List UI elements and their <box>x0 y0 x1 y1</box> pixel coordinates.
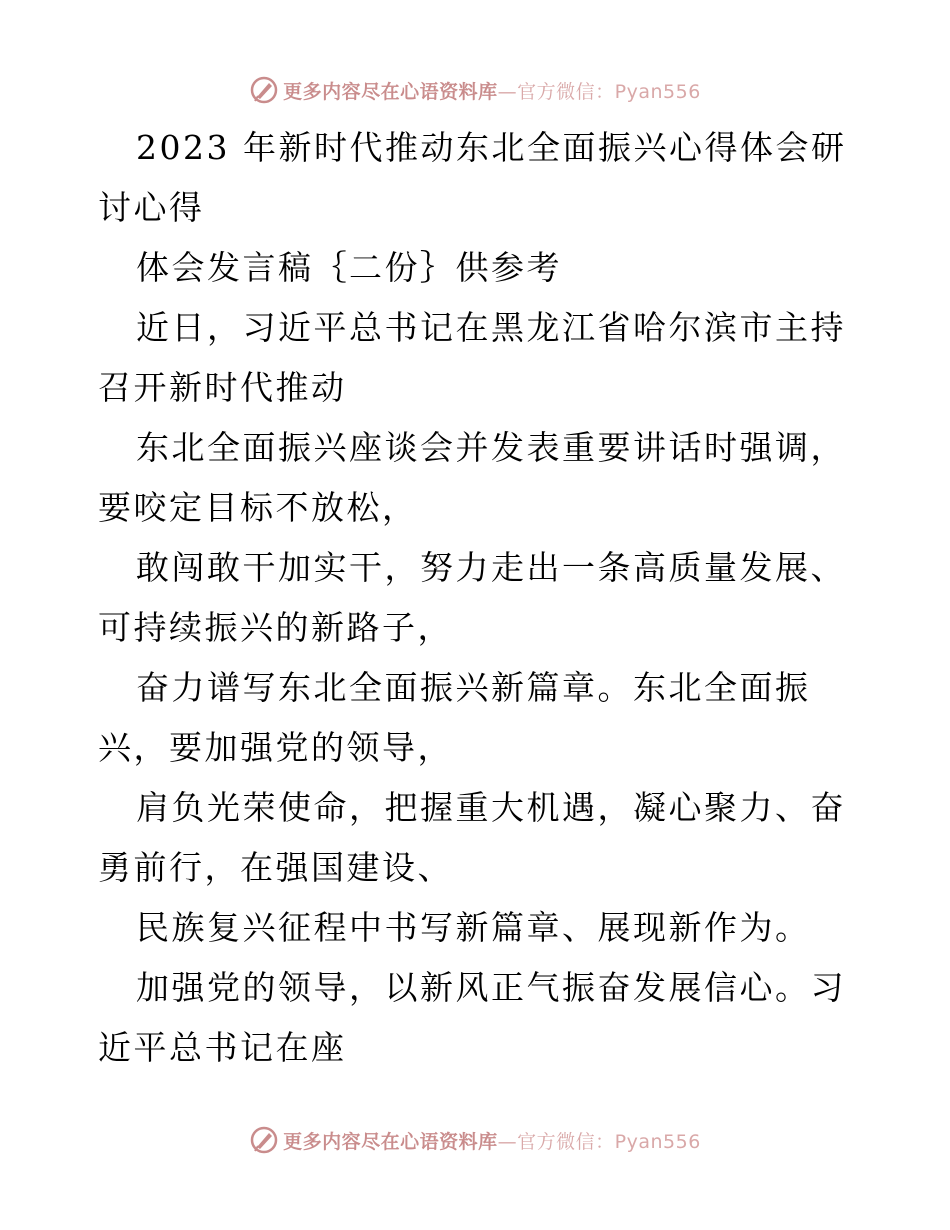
document-paragraph: 敢闯敢干加实干，努力走出一条高质量发展、可持续振兴的新路子， <box>98 548 846 647</box>
watermark-rest-text: —官方微信：Pyan556 <box>497 1130 701 1153</box>
document-paragraph: 肩负光荣使命，把握重大机遇，凝心聚力、奋勇前行，在强国建设、 <box>98 788 846 887</box>
document-body <box>98 118 858 1078</box>
document-paragraph: 近日，习近平总书记在黑龙江省哈尔滨市主持召开新时代推动 <box>98 308 846 407</box>
document-paragraph: 加强党的领导，以新风正气振奋发展信心。习近平总书记在座 <box>98 968 846 1067</box>
watermark-strong-text: 更多内容尽在心语资料库 <box>283 80 498 103</box>
watermark-strong-text: 更多内容尽在心语资料库 <box>283 1130 498 1153</box>
watermark-rest-text: —官方微信：Pyan556 <box>497 80 701 103</box>
quill-logo-icon <box>249 75 279 105</box>
document-paragraph: 民族复兴征程中书写新篇章、展现新作为。 <box>136 908 811 947</box>
header-watermark <box>0 70 950 110</box>
quill-logo-icon <box>249 1125 279 1155</box>
document-paragraph: 东北全面振兴座谈会并发表重要讲话时强调，要咬定目标不放松， <box>98 428 846 527</box>
document-paragraph: 2023 年新时代推动东北全面振兴心得体会研讨心得 <box>98 128 847 227</box>
document-paragraph: 奋力谱写东北全面振兴新篇章。东北全面振兴，要加强党的领导， <box>98 668 811 767</box>
document-paragraph: 体会发言稿｛二份｝供参考 <box>136 248 562 287</box>
footer-watermark <box>0 1120 950 1160</box>
